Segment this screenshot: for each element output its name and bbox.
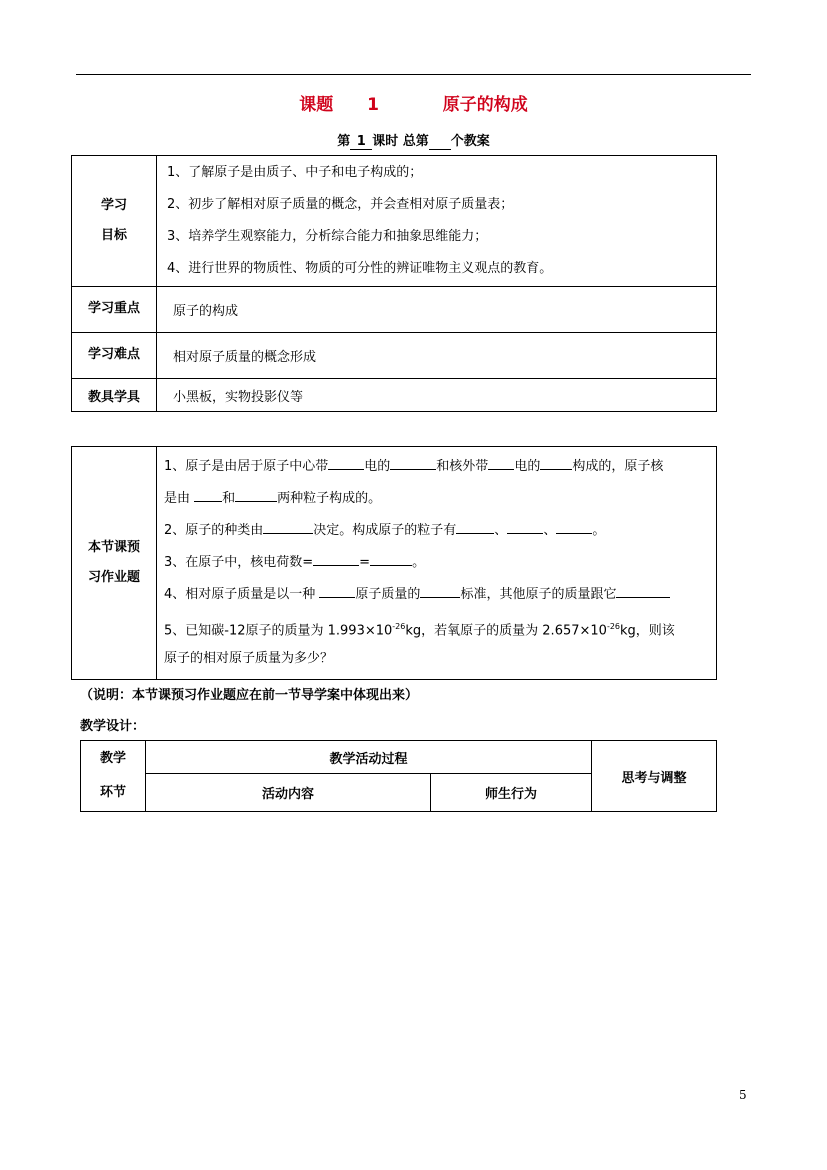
q1-blank xyxy=(540,455,572,470)
difficulty-header: 学习难点 xyxy=(72,333,157,379)
q1-blank xyxy=(194,487,222,502)
preview-table xyxy=(71,446,717,680)
q2-blank xyxy=(263,519,313,534)
q5-exponent: -26 xyxy=(606,622,621,631)
title-number: 1 xyxy=(367,95,379,115)
goal-item: 2、初步了解相对原子质量的概念，并会查相对原子质量表； xyxy=(167,197,514,212)
process-header: 教学活动过程 xyxy=(146,741,592,774)
q4-text-c: 标准，其他原子的质量跟它 xyxy=(460,587,617,602)
q5-text-b: kg，若氧原子的质量为 2.657×10 xyxy=(405,623,607,639)
goals-header-line2: 目标 xyxy=(100,228,127,243)
q1-text-e: 构成的，原子核 xyxy=(572,459,664,474)
q5-text-a: 5、已知碳-12原子的质量为 1.993×10 xyxy=(164,623,393,639)
question-5-cont: 原子的相对原子质量为多少？ xyxy=(164,651,334,666)
key-point: 原子的构成 xyxy=(157,287,717,333)
goals-cell xyxy=(157,156,717,287)
q2-sep: 、 xyxy=(494,523,508,538)
q1-text-f: 是由 xyxy=(164,491,191,506)
tools: 小黑板，实物投影仪等 xyxy=(157,379,717,412)
q2-blank xyxy=(456,519,494,534)
goals-header xyxy=(72,156,157,287)
q1-text-g: 和 xyxy=(222,491,236,506)
q1-blank xyxy=(328,455,364,470)
question-1 xyxy=(164,451,716,483)
goal-item: 4、进行世界的物质性、物质的可分性的辨证唯物主义观点的教育。 xyxy=(167,261,553,276)
q2-text-b: 决定。构成原子的粒子有 xyxy=(313,523,457,538)
objectives-table xyxy=(71,155,717,412)
q1-blank xyxy=(235,487,277,502)
q1-text-a: 1、原子是由居于原子中心带 xyxy=(164,459,329,474)
segment-header-line1: 教学 xyxy=(99,751,126,766)
header-rule xyxy=(76,74,751,75)
page-number: 5 xyxy=(739,1088,747,1102)
q4-text-a: 4、相对原子质量是以一种 xyxy=(164,587,316,602)
question-2 xyxy=(164,515,716,547)
q2-blank xyxy=(556,519,592,534)
title-topic: 原子的构成 xyxy=(442,95,528,115)
preview-questions xyxy=(157,447,717,680)
subtitle-suffix: 个教案 xyxy=(450,134,490,149)
goal-item: 3、培养学生观察能力，分析综合能力和抽象思维能力； xyxy=(167,229,488,244)
segment-header xyxy=(81,741,146,812)
preview-note: （说明：本节课预习作业题应在前一节导学案中体现出来） xyxy=(80,688,419,703)
q4-text-b: 原子质量的 xyxy=(355,587,421,602)
question-1-cont xyxy=(164,483,716,515)
q2-text-a: 2、原子的种类由 xyxy=(164,523,264,538)
q1-blank xyxy=(390,455,436,470)
goals-header-line1: 学习 xyxy=(100,198,127,213)
subtitle-prefix: 第 xyxy=(337,134,351,149)
question-5 xyxy=(164,611,716,643)
title-label: 课题 xyxy=(299,95,334,115)
lesson-number: 1 xyxy=(350,134,372,150)
preview-header-line1: 本节课预 xyxy=(87,540,140,555)
design-table xyxy=(80,740,717,812)
difficulty: 相对原子质量的概念形成 xyxy=(157,333,717,379)
q3-end: 。 xyxy=(412,555,426,570)
total-number-blank xyxy=(429,134,451,150)
q4-blank xyxy=(420,583,460,598)
q1-text-c: 和核外带 xyxy=(436,459,489,474)
design-label: 教学设计： xyxy=(80,719,146,734)
behavior-header: 师生行为 xyxy=(431,774,592,812)
q1-text-d: 电的 xyxy=(514,459,541,474)
key-point-header: 学习重点 xyxy=(72,287,157,333)
segment-header-line2: 环节 xyxy=(99,785,126,800)
reflection-header: 思考与调整 xyxy=(592,741,717,812)
preview-header-line2: 习作业题 xyxy=(87,570,140,585)
content-header: 活动内容 xyxy=(146,774,431,812)
q5-exponent: -26 xyxy=(392,622,406,631)
lesson-subtitle xyxy=(0,130,827,150)
subtitle-middle: 课时 总第 xyxy=(372,134,429,149)
preview-header xyxy=(72,447,157,680)
q3-blank xyxy=(313,551,359,566)
goal-item: 1、了解原子是由质子、中子和电子构成的； xyxy=(167,165,423,180)
q5-text-c: kg，则该 xyxy=(620,623,675,639)
q1-text-b: 电的 xyxy=(364,459,391,474)
q2-blank xyxy=(507,519,543,534)
q1-text-h: 两种粒子构成的。 xyxy=(277,491,382,506)
tools-header: 教具学具 xyxy=(72,379,157,412)
q3-blank xyxy=(370,551,412,566)
q4-blank xyxy=(319,583,355,598)
q3-text-a: 3、在原子中，核电荷数= xyxy=(164,555,314,570)
lesson-title xyxy=(0,90,827,115)
q1-blank xyxy=(488,455,514,470)
question-3 xyxy=(164,547,716,579)
q2-sep: 、 xyxy=(543,523,557,538)
q3-text-b: = xyxy=(359,555,371,570)
q2-end: 。 xyxy=(592,523,606,538)
question-4 xyxy=(164,579,716,611)
q4-blank xyxy=(616,583,670,598)
